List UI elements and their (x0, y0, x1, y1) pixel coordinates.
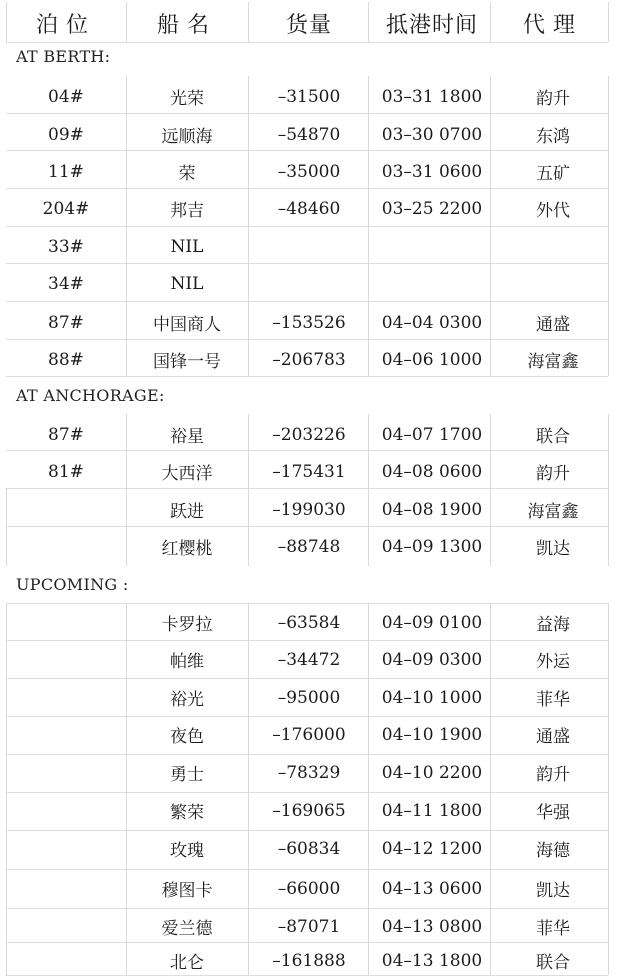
row-divider (6, 716, 608, 717)
cargo-quantity-cell: –60834 (277, 838, 341, 859)
table-row (6, 944, 606, 977)
header-cargo-quantity: 货量 (285, 12, 332, 38)
berth-cell (6, 606, 126, 639)
ship-name-cell: 裕星 (170, 427, 204, 447)
agent-cell: 外代 (536, 201, 570, 221)
row-divider (6, 42, 608, 43)
ship-name-cell: 国锋一号 (153, 352, 221, 372)
ship-name-cell: 爱兰德 (161, 919, 213, 939)
ship-name-cell: 穆图卡 (161, 881, 213, 901)
arrival-time-cell: 04–13 0600 (381, 878, 483, 899)
table-row (6, 643, 606, 676)
ship-name-cell: 夜色 (170, 727, 204, 747)
table-row (6, 265, 606, 302)
table-row (6, 416, 606, 453)
cargo-quantity-cell: –203226 (272, 424, 346, 445)
table-row (6, 341, 606, 378)
ship-name-cell: 裕光 (170, 690, 204, 710)
arrival-time-cell: 04–08 1900 (381, 499, 483, 520)
berth-cell: 88# (48, 349, 84, 370)
agent-cell: 菲华 (536, 919, 570, 939)
ship-name-cell: 远顺海 (161, 127, 213, 147)
ship-name-cell: 繁荣 (170, 803, 204, 823)
agent-cell: 菲华 (536, 690, 570, 710)
agent-cell: 东鸿 (536, 127, 570, 147)
ship-name-cell: 跃进 (170, 502, 204, 522)
berth-cell (6, 643, 126, 676)
cargo-quantity-cell: –161888 (272, 950, 346, 971)
cargo-quantity-cell: –48460 (277, 198, 341, 219)
cargo-quantity-cell: –95000 (277, 687, 341, 708)
ship-name-cell: NIL (170, 273, 204, 294)
arrival-time-cell: 03–25 2200 (381, 198, 483, 219)
berth-cell: 09# (48, 124, 84, 145)
agent-cell: 外运 (536, 652, 570, 672)
arrival-time-cell: 04–08 0600 (381, 461, 483, 482)
ship-name-cell: 中国商人 (153, 315, 221, 335)
cargo-quantity-cell: –78329 (277, 762, 341, 783)
table-row (6, 190, 606, 227)
ship-name-cell: 光荣 (170, 89, 204, 109)
section-at-berth: AT BERTH: (16, 47, 111, 66)
agent-cell: 通盛 (536, 727, 570, 747)
agent-cell: 联合 (536, 427, 570, 447)
cargo-quantity-cell: –54870 (277, 124, 341, 145)
agent-cell: 凯达 (536, 881, 570, 901)
ship-name-cell: NIL (170, 236, 204, 257)
ship-name-cell: 邦吉 (170, 201, 204, 221)
ship-name-cell: 大西洋 (161, 464, 213, 484)
cargo-quantity-cell: –176000 (272, 724, 346, 745)
row-divider (6, 754, 608, 755)
arrival-time-cell: 04–13 1800 (381, 950, 483, 971)
table-row (6, 304, 606, 341)
agent-cell: 海德 (536, 841, 570, 861)
cargo-quantity-cell: –175431 (272, 461, 346, 482)
agent-cell: 韵升 (536, 765, 570, 785)
cargo-quantity-cell (248, 228, 370, 265)
agent-cell: 海富鑫 (527, 352, 579, 372)
table-header-row (6, 4, 606, 42)
cargo-quantity-cell: –88748 (277, 536, 341, 557)
cargo-quantity-cell: –87071 (277, 916, 341, 937)
berth-cell: 81# (48, 461, 84, 482)
agent-cell: 海富鑫 (527, 502, 579, 522)
section-upcoming: UPCOMING : (16, 575, 129, 594)
arrival-time-cell: 03–30 0700 (381, 124, 483, 145)
section-at-anchorage: AT ANCHORAGE: (16, 386, 165, 405)
table-row (6, 872, 606, 905)
table-row (6, 681, 606, 714)
arrival-time-cell (370, 228, 494, 265)
ship-name-cell: 北仑 (170, 953, 204, 973)
header-ship-name: 船名 (156, 12, 217, 38)
header-berth: 泊位 (35, 12, 96, 38)
berth-cell (6, 944, 126, 977)
table-row (6, 228, 606, 265)
arrival-time-cell: 04–13 0800 (381, 916, 483, 937)
arrival-time-cell: 04–04 0300 (381, 312, 483, 333)
row-divider (6, 869, 608, 870)
table-row (6, 491, 606, 528)
berth-cell (6, 832, 126, 865)
arrival-time-cell: 04–10 1000 (381, 687, 483, 708)
row-divider (6, 830, 608, 831)
table-row (6, 794, 606, 827)
ship-name-cell: 帕维 (170, 652, 204, 672)
table-row (6, 153, 606, 190)
berth-cell: 87# (48, 424, 84, 445)
arrival-time-cell: 04–06 1000 (381, 349, 483, 370)
berth-cell (6, 872, 126, 905)
berth-cell: 04# (48, 86, 84, 107)
agent-cell: 凯达 (536, 539, 570, 559)
agent-cell: 通盛 (536, 315, 570, 335)
arrival-time-cell: 04–10 1900 (381, 724, 483, 745)
berth-cell (6, 681, 126, 714)
cargo-quantity-cell: –31500 (277, 86, 341, 107)
header-arrival-time: 抵港时间 (385, 12, 478, 38)
arrival-time-cell: 03–31 1800 (381, 86, 483, 107)
arrival-time-cell: 04–10 2200 (381, 762, 483, 783)
cargo-quantity-cell (248, 265, 370, 302)
cargo-quantity-cell: –35000 (277, 161, 341, 182)
table-row (6, 832, 606, 865)
berth-cell (6, 718, 126, 751)
berth-cell: 87# (48, 312, 84, 333)
table-row (6, 606, 606, 639)
arrival-time-cell: 04–12 1200 (381, 838, 483, 859)
agent-cell: 联合 (536, 953, 570, 973)
berth-cell (6, 910, 126, 943)
cargo-quantity-cell: –169065 (272, 800, 346, 821)
header-agent: 代理 (522, 12, 583, 38)
cargo-quantity-cell: –63584 (277, 612, 341, 633)
table-row (6, 756, 606, 789)
agent-cell (494, 265, 612, 302)
berth-cell: 34# (48, 273, 84, 294)
row-divider (6, 640, 608, 641)
cargo-quantity-cell: –206783 (272, 349, 346, 370)
cargo-quantity-cell: –66000 (277, 878, 341, 899)
table-row (6, 116, 606, 153)
berth-cell (6, 528, 126, 565)
agent-cell: 韵升 (536, 89, 570, 109)
arrival-time-cell (370, 265, 494, 302)
agent-cell (494, 228, 612, 265)
agent-cell: 益海 (536, 615, 570, 635)
cargo-quantity-cell: –153526 (272, 312, 346, 333)
arrival-time-cell: 03–31 0600 (381, 161, 483, 182)
table-row (6, 78, 606, 115)
berth-cell (6, 491, 126, 528)
ship-name-cell: 荣 (178, 164, 196, 184)
row-divider (6, 908, 608, 909)
arrival-time-cell: 04–07 1700 (381, 424, 483, 445)
row-divider (6, 678, 608, 679)
cargo-quantity-cell: –199030 (272, 499, 346, 520)
agent-cell: 五矿 (536, 164, 570, 184)
berth-cell (6, 794, 126, 827)
table-row (6, 910, 606, 943)
berth-cell (6, 756, 126, 789)
row-divider (6, 603, 608, 604)
agent-cell: 华强 (536, 803, 570, 823)
agent-cell: 韵升 (536, 464, 570, 484)
row-divider (6, 792, 608, 793)
arrival-time-cell: 04–11 1800 (381, 800, 483, 821)
arrival-time-cell: 04–09 0100 (381, 612, 483, 633)
ship-name-cell: 红樱桃 (161, 539, 213, 559)
berth-cell: 204# (42, 198, 90, 219)
table-row (6, 718, 606, 751)
cargo-quantity-cell: –34472 (277, 649, 341, 670)
ship-name-cell: 卡罗拉 (161, 615, 213, 635)
table-row (6, 453, 606, 490)
ship-name-cell: 勇士 (170, 765, 204, 785)
table-row (6, 528, 606, 565)
berth-cell: 33# (48, 236, 84, 257)
arrival-time-cell: 04–09 1300 (381, 536, 483, 557)
berth-cell: 11# (48, 161, 84, 182)
arrival-time-cell: 04–09 0300 (381, 649, 483, 670)
ship-name-cell: 玫瑰 (170, 841, 204, 861)
